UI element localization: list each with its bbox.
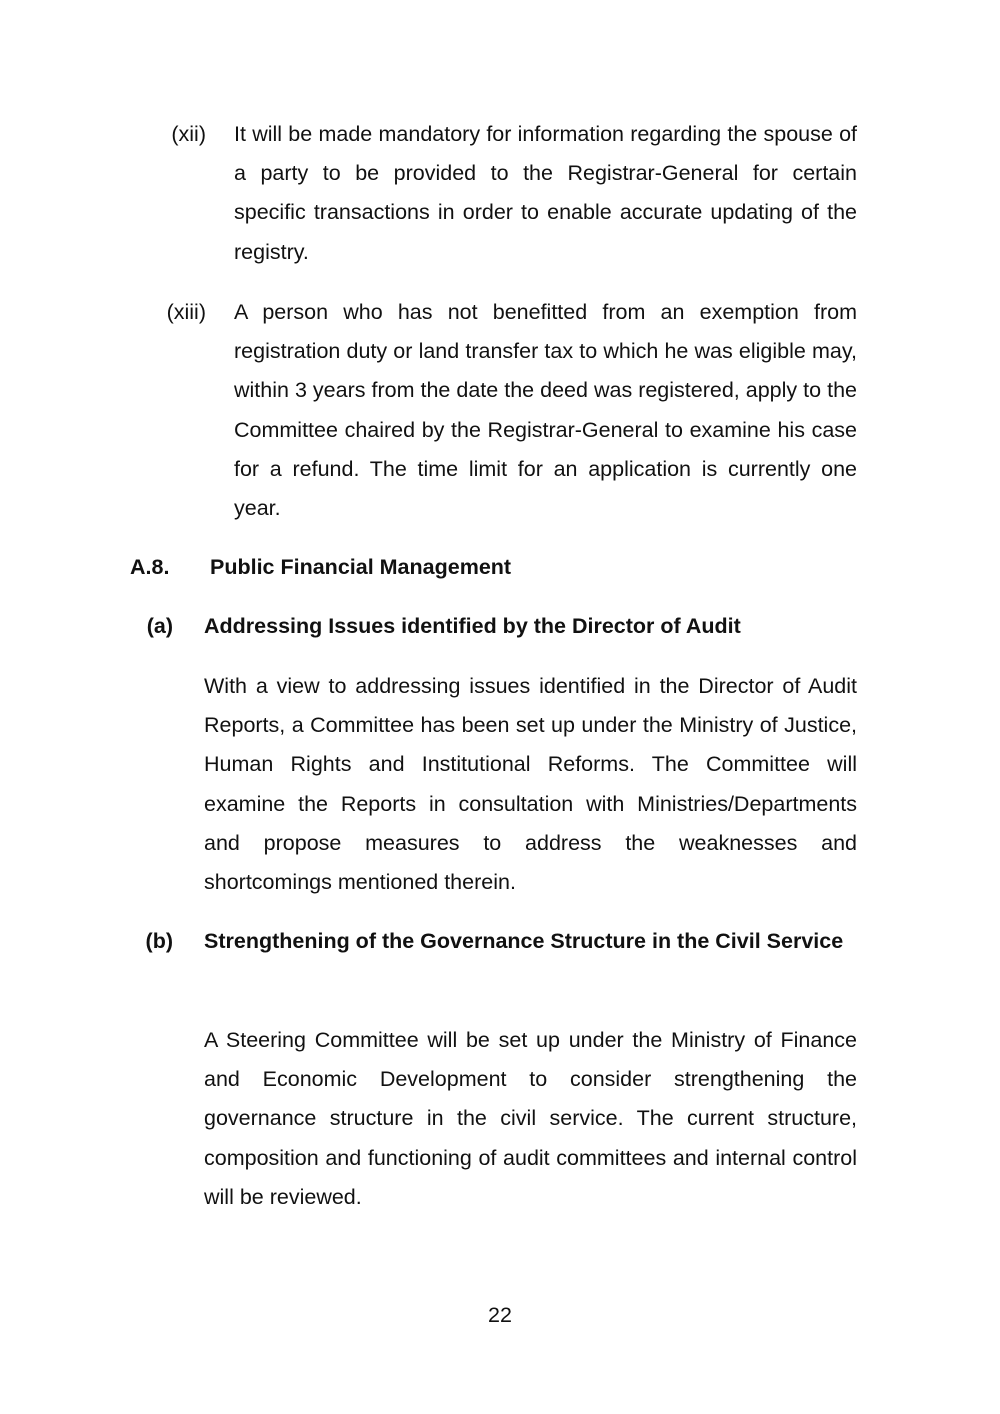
subsection-title: Addressing Issues identified by the Director of Audit [204, 614, 741, 638]
subsection-a-paragraph: With a view to addressing issues identified in the Director of Audit Reports, a Committee has been set up under the Ministry of Justice, Human Rights and Institutional Reforms. The Committee will examine the Reports in consultation with Ministries/Departments and propose measures to address the weaknesses and shortcomings mentioned therein. [204, 674, 857, 895]
list-item-number: (xii) [171, 122, 206, 146]
page-number: 22 [488, 1303, 512, 1327]
list-item-text: It will be made mandatory for information regarding the spouse of a party to be provided to the Registrar-General for certain specific transactions in order to enable accurate updating of the registry. [234, 122, 857, 264]
subsection-label: (b) [145, 929, 173, 953]
list-item-text: A person who has not benefitted from an exemption from registration duty or land transfer tax to which he was eligible may, within 3 years from the date the deed was registered, apply to the Committee chaired by the Registrar-General to examine his case for a refund. The time limit for an application is currently one year. [234, 300, 857, 521]
subsection-label: (a) [146, 614, 173, 638]
subsection-title: Strengthening of the Governance Structure in the Civil Service [204, 929, 844, 953]
subsection-b-paragraph: A Steering Committee will be set up under the Ministry of Finance and Economic Development to consider strengthening the governance structure in the civil service. The current structure, composition and functioning of audit committees and internal control will be reviewed. [204, 1028, 857, 1209]
list-item-number: (xiii) [166, 300, 206, 324]
section-number: A.8. [130, 555, 170, 579]
section-title: Public Financial Management [210, 555, 512, 579]
